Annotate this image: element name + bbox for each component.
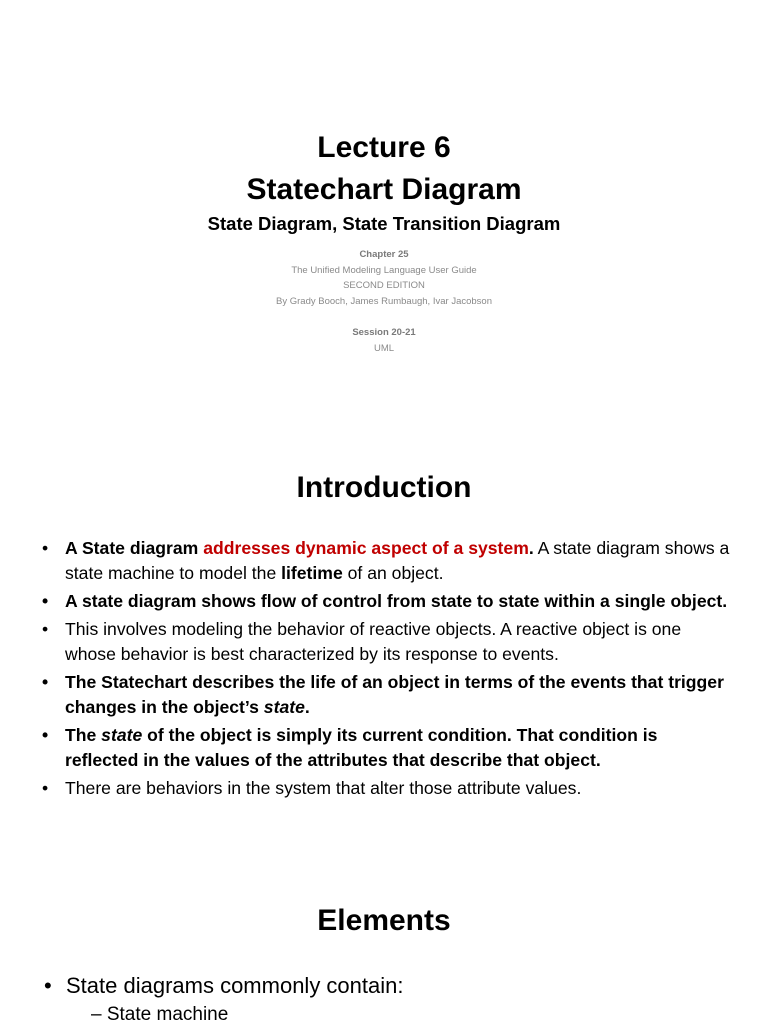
elements-subitem-1: – State machine (91, 1004, 229, 1025)
slide-subtitle: State Diagram, State Transition Diagram (207, 213, 561, 234)
bullet-5-lead: The (65, 725, 102, 745)
bullet-5-text: of the object is simply its current condition. That condition is reflected in the values of the attributes that describe that object. (65, 725, 658, 770)
book-info (0, 247, 768, 309)
bullet-4 (42, 670, 730, 720)
chapter-label: Chapter 25 (359, 249, 409, 260)
introduction-heading: Introduction (296, 471, 472, 504)
book-authors: By Grady Booch, James Rumbaugh, Ivar Jacobson (276, 295, 492, 307)
introduction-bullets (42, 536, 730, 804)
bullet-4-text: The Statechart describes the life of an object in terms of the events that trigger changes in the object’s (65, 672, 724, 717)
elements-heading: Elements (317, 904, 451, 937)
bullet-6: • There are behaviors in the system that alter those attribute values. (42, 776, 730, 801)
title-slide (0, 0, 768, 432)
elements-item-1: • State diagrams commonly contain: (44, 971, 734, 1001)
elements-slide (0, 864, 768, 1024)
introduction-slide (0, 432, 768, 864)
session-info (0, 325, 768, 356)
bullet-1-period: . (528, 538, 534, 558)
bullet-1-highlight: addresses dynamic aspect of a system (203, 538, 529, 558)
bullet-1-lead: A State diagram (65, 538, 204, 558)
bullet-5 (42, 723, 730, 773)
book-edition: SECOND EDITION (343, 280, 425, 291)
topic-label: UML (373, 342, 395, 354)
bullet-2: • A state diagram shows flow of control from state to state within a single object. (42, 589, 730, 614)
bullet-1-end: of an object. (342, 563, 444, 583)
session-label: Session 20-21 (352, 327, 416, 338)
bullet-3: • This involves modeling the behavior of reactive objects. A reactive object is one whose behavior is best characterized by its response to events. (42, 617, 730, 667)
bullet-4-state: state (263, 697, 305, 717)
lecture-number: Lecture 6 (317, 131, 451, 164)
bullet-5-state: state (101, 725, 143, 745)
book-title: The Unified Modeling Language User Guide (291, 264, 477, 276)
elements-list (44, 971, 734, 1029)
bullet-1 (42, 536, 730, 586)
bullet-1-text: A state diagram shows a state machine to model the (65, 538, 730, 583)
slide-title: Statechart Diagram (246, 173, 522, 206)
bullet-4-end: . (304, 697, 310, 717)
bullet-1-lifetime: lifetime (281, 563, 343, 583)
